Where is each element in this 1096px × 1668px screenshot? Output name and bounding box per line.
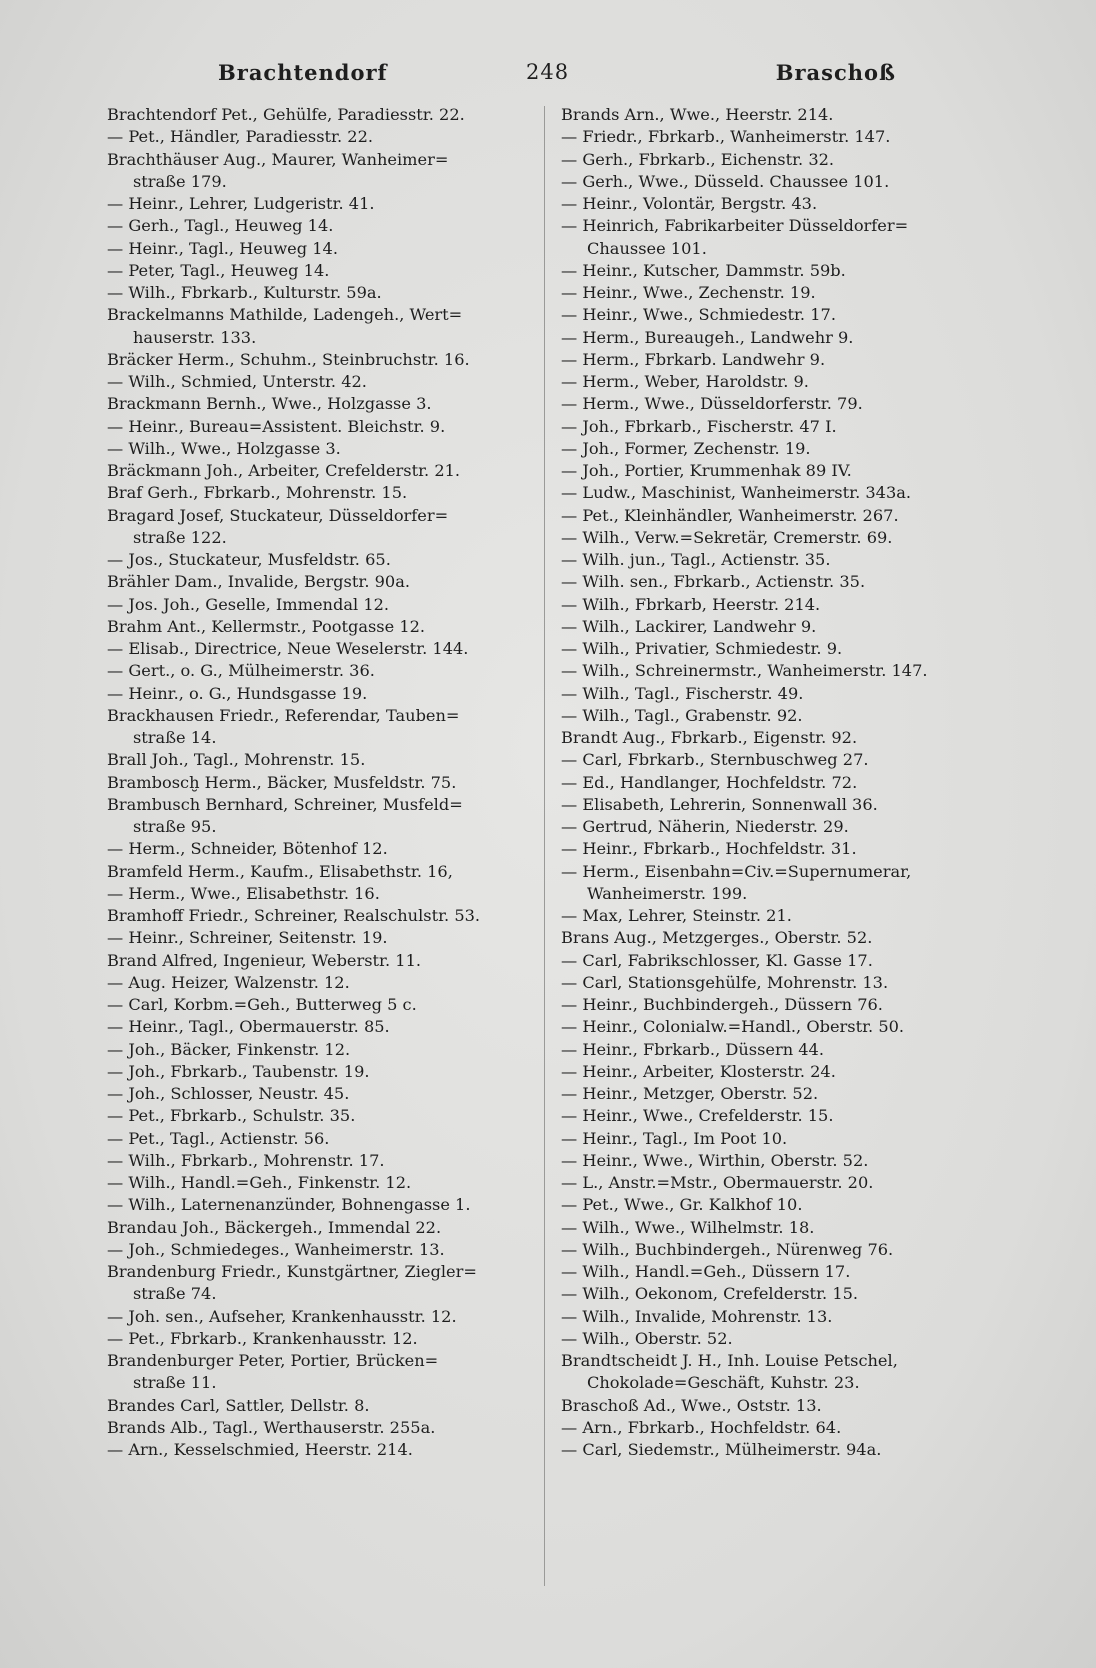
directory-entry: — Heinr., Tagl., Heuweg 14. (107, 238, 339, 258)
directory-entry: — Wilh., Buchbindergeh., Nürenweg 76. (561, 1239, 894, 1259)
directory-entry: — Elisabeth, Lehrerin, Sonnenwall 36. (561, 794, 878, 814)
entry-continuation: straße 74. (133, 1284, 217, 1304)
directory-entry: — Pet., Tagl., Actienstr. 56. (107, 1128, 330, 1148)
directory-entry: Brans Aug., Metzgerges., Oberstr. 52. (561, 928, 873, 948)
directory-entry: — Wilh., Schmied, Unterstr. 42. (107, 372, 367, 391)
directory-entry: — Wilh., Wwe., Holzgasse 3. (107, 438, 341, 458)
directory-entry: — Wilh., Laternenanzünder, Bohnengasse 1. (107, 1195, 471, 1215)
entry-continuation: Chaussee 101. (587, 238, 707, 258)
directory-entry: Bramboscḫ Herm., Bäcker, Musfeldstr. 75. (107, 772, 457, 792)
directory-entry: — Carl, Stationsgehülfe, Mohrenstr. 13. (561, 972, 889, 992)
directory-entry: — Heinr., Fbrkarb., Hochfeldstr. 31. (561, 839, 857, 859)
directory-entry: — Heinr., Buchbindergeh., Düssern 76. (561, 995, 883, 1014)
directory-entry: Brands Arn., Wwe., Heerstr. 214. (561, 105, 834, 124)
directory-entry: — Arn., Kesselschmied, Heerstr. 214. (107, 1440, 413, 1459)
directory-entry: Bragard Josef, Stuckateur, Düsseldorfer= (107, 505, 449, 525)
column-divider (544, 106, 545, 1586)
directory-entry: — Heinr., Wwe., Crefelderstr. 15. (561, 1106, 834, 1126)
directory-entry: — Wilh., Lackirer, Landwehr 9. (561, 616, 817, 636)
directory-entry: — Wilh., Fbrkarb, Heerstr. 214. (561, 594, 821, 614)
entry-continuation: straße 14. (133, 728, 217, 747)
header-right-keyword: Braschoß (775, 60, 896, 85)
directory-entry: — Heinr., Wwe., Wirthin, Oberstr. 52. (561, 1150, 869, 1170)
directory-entry: — Pet., Fbrkarb., Krankenhausstr. 12. (107, 1328, 418, 1348)
directory-entry: — Heinr., Tagl., Obermauerstr. 85. (107, 1017, 390, 1037)
directory-entry: — Joh. sen., Aufseher, Krankenhausstr. 12. (107, 1306, 457, 1326)
directory-entry: — Friedr., Fbrkarb., Wanheimerstr. 147. (561, 127, 891, 147)
directory-entry: Bräckmann Joh., Arbeiter, Crefelderstr. 21. (107, 461, 461, 480)
directory-entry: Brandtscheidt J. H., Inh. Louise Petschel, (561, 1351, 898, 1370)
directory-entry: Brandt Aug., Fbrkarb., Eigenstr. 92. (561, 728, 858, 747)
directory-entry: — Joh., Former, Zechenstr. 19. (561, 438, 811, 458)
directory-entry: — Jos. Joh., Geselle, Immendal 12. (107, 594, 390, 614)
directory-entry: — Heinr., Volontär, Bergstr. 43. (561, 194, 818, 213)
directory-entry: — Gert., o. G., Mülheimerstr. 36. (107, 661, 375, 681)
directory-entry: Brackmann Bernh., Wwe., Holzgasse 3. (107, 394, 432, 414)
directory-entry: — Heinr., Wwe., Schmiedestr. 17. (561, 305, 836, 325)
directory-entry: — Herm., Schneider, Bötenhof 12. (107, 839, 388, 859)
directory-entry: Brandau Joh., Bäckergeh., Immendal 22. (107, 1217, 442, 1237)
directory-entry: — Wilh., Handl.=Geh., Düssern 17. (561, 1262, 851, 1281)
left-column (107, 104, 532, 1461)
directory-entry: — Wilh., Privatier, Schmiedestr. 9. (561, 639, 843, 658)
directory-entry: Brambusch Bernhard, Schreiner, Musfeld= (107, 794, 463, 814)
directory-entry: — Heinr., Schreiner, Seitenstr. 19. (107, 928, 388, 948)
directory-entry: — Wilh., Schreinermstr., Wanheimerstr. 147. (561, 661, 928, 681)
directory-entry: — Heinr., Arbeiter, Klosterstr. 24. (561, 1061, 836, 1081)
directory-entry: — Wilh., Wwe., Wilhelmstr. 18. (561, 1217, 815, 1237)
directory-entry: — Aug. Heizer, Walzenstr. 12. (107, 972, 350, 992)
directory-entry: — Joh., Fbrkarb., Fischerstr. 47 I. (561, 416, 837, 436)
directory-entry: — Joh., Schlosser, Neustr. 45. (107, 1084, 350, 1103)
directory-entry: — Gerh., Fbrkarb., Eichenstr. 32. (561, 149, 835, 169)
directory-entry: — Herm., Fbrkarb. Landwehr 9. (561, 349, 826, 369)
directory-entry: — Wilh., Oekonom, Crefelderstr. 15. (561, 1284, 859, 1304)
directory-entry: Braf Gerh., Fbrkarb., Mohrenstr. 15. (107, 483, 408, 503)
entry-continuation: straße 11. (133, 1373, 217, 1393)
directory-entry: — Pet., Kleinhändler, Wanheimerstr. 267. (561, 505, 899, 525)
directory-entry: — Pet., Fbrkarb., Schulstr. 35. (107, 1106, 356, 1126)
directory-entry: — Heinr., Kutscher, Dammstr. 59b. (561, 260, 846, 280)
directory-entry: Brackelmanns Mathilde, Ladengeh., Wert= (107, 305, 463, 325)
directory-entry: — Pet., Wwe., Gr. Kalkhof 10. (561, 1195, 803, 1215)
directory-entry: — Heinr., Metzger, Oberstr. 52. (561, 1084, 819, 1103)
entry-continuation: hauserstr. 133. (133, 327, 257, 347)
directory-entry: Bräcker Herm., Schuhm., Steinbruchstr. 16. (107, 349, 470, 369)
directory-entry: Brall Joh., Tagl., Mohrenstr. 15. (107, 750, 366, 770)
directory-entry: — Carl, Siedemstr., Mülheimerstr. 94a. (561, 1440, 882, 1459)
directory-entry: Brachtendorf Pet., Gehülfe, Paradiesstr. 22. (107, 105, 465, 124)
directory-entry: — Joh., Schmiedeges., Wanheimerstr. 13. (107, 1239, 445, 1259)
directory-entry: — Arn., Fbrkarb., Hochfeldstr. 64. (561, 1417, 842, 1437)
directory-entry: Brandes Carl, Sattler, Dellstr. 8. (107, 1395, 370, 1415)
directory-entry: — Gerh., Wwe., Düsseld. Chaussee 101. (561, 171, 890, 191)
directory-entry: Brands Alb., Tagl., Werthauserstr. 255a. (107, 1417, 436, 1437)
directory-entry: — Elisab., Directrice, Neue Weselerstr. 144. (107, 639, 469, 658)
directory-entry: — Herm., Eisenbahn=Civ.=Supernumerar, (561, 861, 912, 881)
directory-entry: Brachthäuser Aug., Maurer, Wanheimer= (107, 149, 449, 169)
directory-entry: Brähler Dam., Invalide, Bergstr. 90a. (107, 572, 411, 592)
directory-entry: Brandenburger Peter, Portier, Brücken= (107, 1351, 439, 1370)
page-header (90, 54, 1036, 94)
entry-continuation: straße 179. (133, 171, 227, 191)
directory-entry: — Joh., Bäcker, Finkenstr. 12. (107, 1039, 351, 1059)
directory-entry: — Wilh., Oberstr. 52. (561, 1328, 733, 1348)
directory-entry: — Wilh. sen., Fbrkarb., Actienstr. 35. (561, 572, 866, 592)
directory-entry: — Wilh., Verw.=Sekretär, Cremerstr. 69. (561, 527, 893, 547)
directory-entry: — Carl, Fabrikschlosser, Kl. Gasse 17. (561, 950, 873, 970)
directory-entry: — Ludw., Maschinist, Wanheimerstr. 343a. (561, 483, 912, 503)
directory-entry: — Heinr., Fbrkarb., Düssern 44. (561, 1039, 825, 1059)
directory-entry: — Gerh., Tagl., Heuweg 14. (107, 216, 334, 236)
directory-entry: — L., Anstr.=Mstr., Obermauerstr. 20. (561, 1173, 874, 1192)
directory-entry: Brackhausen Friedr., Referendar, Tauben= (107, 705, 460, 725)
directory-entry: — Wilh. jun., Tagl., Actienstr. 35. (561, 550, 831, 569)
directory-entry: — Heinr., Colonialw.=Handl., Oberstr. 50. (561, 1017, 905, 1037)
directory-entry: Bramfeld Herm., Kaufm., Elisabethstr. 16, (107, 861, 453, 881)
directory-entry: — Heinr., Bureau=Assistent. Bleichstr. 9. (107, 416, 446, 436)
header-left-keyword: Brachtendorf (218, 60, 388, 85)
directory-entry: — Max, Lehrer, Steinstr. 21. (561, 906, 792, 925)
directory-entry: — Jos., Stuckateur, Musfeldstr. 65. (107, 550, 391, 569)
entry-continuation: straße 122. (133, 527, 227, 547)
directory-entry: Bramhoff Friedr., Schreiner, Realschulstr. 53. (107, 906, 481, 925)
directory-entry: — Carl, Fbrkarb., Sternbuschweg 27. (561, 750, 869, 770)
directory-entry: — Wilh., Invalide, Mohrenstr. 13. (561, 1306, 833, 1326)
directory-entry: — Wilh., Handl.=Geh., Finkenstr. 12. (107, 1173, 412, 1192)
directory-entry: Brand Alfred, Ingenieur, Weberstr. 11. (107, 950, 422, 970)
directory-entry: — Wilh., Tagl., Grabenstr. 92. (561, 705, 803, 725)
directory-entry: — Herm., Bureaugeh., Landwehr 9. (561, 327, 854, 347)
directory-entry: Brahm Ant., Kellermstr., Pootgasse 12. (107, 616, 426, 636)
directory-entry: — Wilh., Fbrkarb., Kulturstr. 59a. (107, 283, 382, 302)
directory-entry: — Heinr., o. G., Hundsgasse 19. (107, 683, 368, 703)
page-number: 248 (526, 60, 570, 84)
directory-entry: — Heinr., Lehrer, Ludgeristr. 41. (107, 194, 375, 213)
directory-entry: — Wilh., Tagl., Fischerstr. 49. (561, 683, 804, 703)
right-column (561, 104, 991, 1461)
entry-continuation: Wanheimerstr. 199. (587, 883, 748, 903)
directory-entry: — Joh., Portier, Krummenhak 89 IV. (561, 461, 852, 480)
directory-entry: — Carl, Korbm.=Geh., Butterweg 5 c. (107, 995, 417, 1014)
directory-entry: — Herm., Wwe., Düsseldorferstr. 79. (561, 394, 863, 414)
directory-entry: — Heinr., Wwe., Zechenstr. 19. (561, 283, 816, 302)
directory-entry: — Pet., Händler, Paradiesstr. 22. (107, 127, 374, 147)
directory-entry: Brandenburg Friedr., Kunstgärtner, Ziegler= (107, 1262, 477, 1281)
directory-entry: — Heinr., Tagl., Im Poot 10. (561, 1128, 788, 1148)
directory-entry: — Wilh., Fbrkarb., Mohrenstr. 17. (107, 1150, 385, 1170)
directory-entry: Braschoß Ad., Wwe., Oststr. 13. (561, 1395, 822, 1415)
directory-entry: — Heinrich, Fabrikarbeiter Düsseldorfer= (561, 216, 909, 236)
directory-entry: — Herm., Weber, Haroldstr. 9. (561, 372, 809, 391)
entry-continuation: Chokolade=Geschäft, Kuhstr. 23. (587, 1373, 860, 1393)
entry-continuation: straße 95. (133, 817, 217, 836)
directory-entry: — Joh., Fbrkarb., Taubenstr. 19. (107, 1061, 370, 1081)
directory-entry: — Gertrud, Näherin, Niederstr. 29. (561, 817, 849, 836)
directory-entry: — Ed., Handlanger, Hochfeldstr. 72. (561, 772, 858, 792)
directory-entry: — Herm., Wwe., Elisabethstr. 16. (107, 883, 380, 903)
directory-entry: — Peter, Tagl., Heuweg 14. (107, 260, 330, 280)
